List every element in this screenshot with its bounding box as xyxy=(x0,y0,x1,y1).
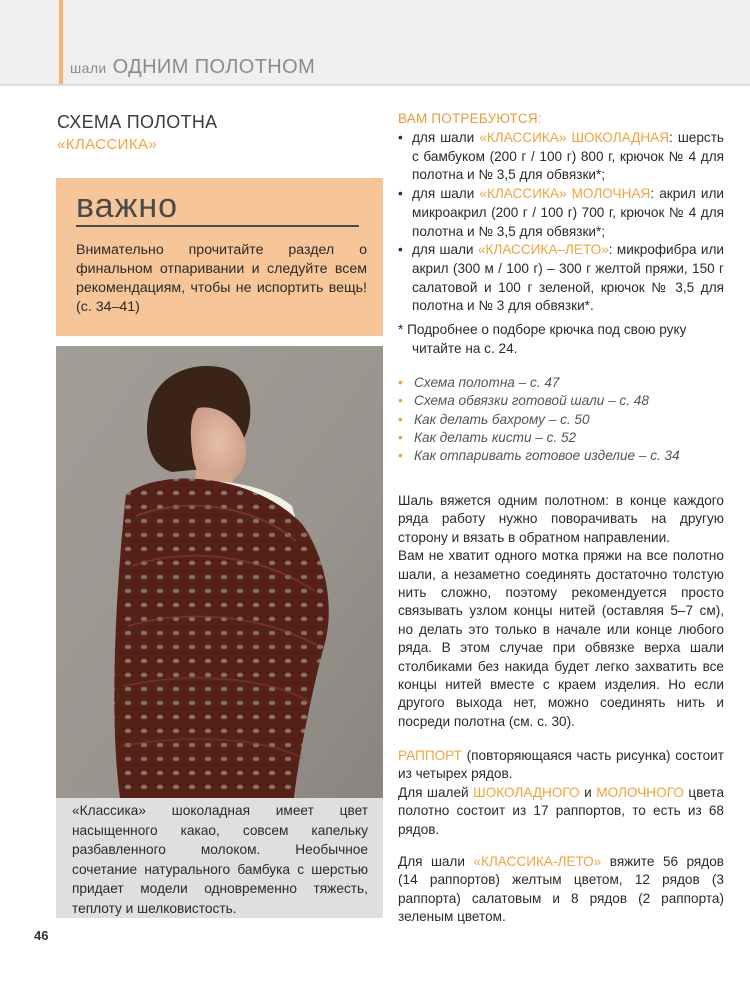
materials-item-highlight: «КЛАССИКА–ЛЕТО» xyxy=(477,242,609,258)
materials-item-text: для шали xyxy=(412,242,478,258)
photo-caption: «Классика» шоколадная имеет цвет насыщенного какао, совсем капельку разбавленного молоком. Необычное сочетание натурального бамбука с шерстью придает модели одновременно тяжесть, теплоту и шелковистость. xyxy=(72,803,368,916)
rapport-label: РАППОРТ xyxy=(398,748,462,763)
rapport-text: (повторяющаяся часть рисунка) состоит из четырех рядов. xyxy=(398,748,724,782)
important-divider xyxy=(76,225,359,227)
page-reference: • Как отпаривать готовое изделие – с. 34 xyxy=(398,447,724,465)
running-header xyxy=(70,56,315,79)
rows-highlight-chocolate: ШОКОЛАДНОГО xyxy=(473,784,580,800)
scheme-subtitle: «КЛАССИКА» xyxy=(57,136,158,153)
materials-list xyxy=(398,129,724,316)
materials-item-text: : шерсть с бамбуком (200 г / 100 г) 800 г, крючок № 4 для полотна и № 3,5 для обвязки*; xyxy=(412,130,724,183)
rows-text: Для шалей xyxy=(398,784,474,800)
summer-text: вяжите 56 рядов (14 раппортов) желтым цветом, 12 рядов (3 раппорта) салатовым и 8 рядов (2 раппорта) зеленым цветом. xyxy=(398,854,724,925)
shawl-photo xyxy=(56,346,383,798)
summer-text: Для шали xyxy=(398,854,474,869)
materials-item-text: : микрофибра или акрил (300 м / 100 г) – 300 г желтой пряжи, 150 г салатовой и 100 г зеленой, крючок № 3,5 для полотна и № 3 для обвязки*. xyxy=(412,242,724,314)
scheme-title: СХЕМА ПОЛОТНА xyxy=(57,112,218,132)
rows-text: цвета полотно состоит из 17 раппортов, то есть из 68 рядов. xyxy=(398,784,725,837)
materials-item xyxy=(398,185,724,241)
page-references-list xyxy=(398,374,724,465)
materials-item-highlight: «КЛАССИКА» МОЛОЧНАЯ xyxy=(479,186,651,202)
rapport-paragraph xyxy=(398,747,724,784)
running-header-small: шали xyxy=(70,60,107,76)
footnote xyxy=(398,321,724,358)
page-number: 46 xyxy=(34,928,49,943)
materials-item-text: для шали xyxy=(412,186,480,202)
page-reference: • Как делать бахрому – с. 50 xyxy=(398,411,724,429)
body-text xyxy=(398,492,724,731)
rows-highlight-milk: МОЛОЧНОГО xyxy=(596,784,684,800)
page-reference: • Схема обвязки готовой шали – с. 48 xyxy=(398,392,724,410)
body-paragraph: Шаль вяжется одним полотном: в конце каждого ряда работу нужно поворачивать на другую сторону и вязать в обратном направлении. xyxy=(398,493,724,545)
materials-item-text: для шали xyxy=(412,130,480,145)
important-text: Внимательно прочитайте раздел о финальном отпаривании и следуйте всем рекомендациям, чтобы не испортить вещь! (с. 34–41) xyxy=(76,242,367,315)
materials-item xyxy=(398,241,724,316)
summer-section xyxy=(398,853,724,927)
materials-item xyxy=(398,129,724,185)
materials-item-highlight: «КЛАССИКА» ШОКОЛАДНАЯ xyxy=(479,130,670,145)
rapport-section xyxy=(398,747,724,839)
materials-item-text: : акрил или микроакрил (200 г / 100 г) 700 г, крючок № 4 для полотна и № 3,5 для обвязки*; xyxy=(412,186,724,239)
header-divider xyxy=(0,84,750,86)
header-accent-stripe xyxy=(59,0,63,84)
footnote-line: * Подробнее о подборе крючка под свою руку xyxy=(398,322,687,337)
running-header-title: ОДНИМ ПОЛОТНОМ xyxy=(112,56,316,78)
rows-text: и xyxy=(579,784,597,800)
important-title: важно xyxy=(76,187,179,225)
footnote-line: читайте на с. 24. xyxy=(412,340,518,356)
page-reference: • Схема полотна – с. 47 xyxy=(398,374,724,392)
rows-paragraph xyxy=(398,784,724,839)
body-paragraph: Вам не хватит одного мотка пряжи на все полотно шали, а незаметно соединять достаточно толстую нить сложно, поэтому рекомендуется просто связывать узлом концы нитей (оставляя 5–7 см), но делать это только в начале или конце любого ряда. В этом случае при обвязке верха шали столбиками без накида будет легко захватить все концы нитей вместе с краем изделия. Но если другого выхода нет, можно соединять нить и посреди полотна (см. с. 30). xyxy=(398,548,724,729)
summer-highlight: «КЛАССИКА-ЛЕТО» xyxy=(473,854,602,869)
summer-paragraph xyxy=(398,853,724,927)
materials-heading: ВАМ ПОТРЕБУЮТСЯ: xyxy=(398,111,542,126)
page-reference: • Как делать кисти – с. 52 xyxy=(398,429,724,447)
